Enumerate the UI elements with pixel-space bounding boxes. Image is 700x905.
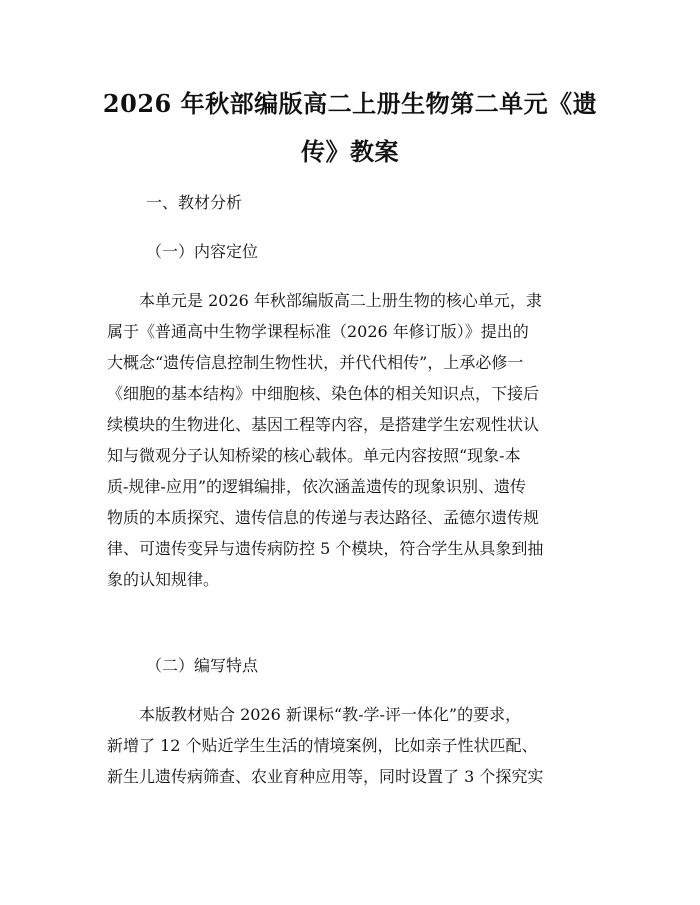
section-heading-textbook-analysis: 一、教材分析 [146,193,243,212]
title-line-2: 传》教案 [301,137,399,166]
paragraph-line: 律、可遗传变异与遗传病防控 5 个模块，符合学生从具象到抽 [107,539,544,558]
paragraph-line: 《细胞的基本结构》中细胞核、染色体的相关知识点，下接后 [107,384,540,403]
paragraph-line: 本单元是 2026 年秋部编版高二上册生物的核心单元，隶 [107,291,542,310]
paragraph-line: 象的认知规律。 [107,570,220,589]
paragraph-line: 新生儿遗传病筛查、农业育种应用等，同时设置了 3 个探究实 [107,767,544,786]
paragraph-line: 质-规律-应用”的逻辑编排，依次涵盖遗传的现象识别、遗传 [107,477,526,496]
paragraph-content-positioning [107,285,603,595]
paragraph-line: 续模块的生物进化、基因工程等内容，是搭建学生宏观性状认 [107,415,540,434]
paragraph-line: 物质的本质探究、遗传信息的传递与表达路径、孟德尔遗传规 [107,508,540,527]
paragraph-line: 新增了 12 个贴近学生生活的情境案例，比如亲子性状匹配、 [107,736,538,755]
subsection-heading-writing-features: （二）编写特点 [146,656,259,675]
paragraph-line: 属于《普通高中生物学课程标准（2026 年修订版）》提出的 [107,322,529,341]
document-title [90,80,610,176]
paragraph-line: 知与微观分子认知桥梁的核心载体。单元内容按照“现象-本 [107,446,521,465]
paragraph-line: 本版教材贴合 2026 新课标“教-学-评一体化”的要求， [107,705,522,724]
title-line-1: 2026 年秋部编版高二上册生物第二单元《遗 [102,89,598,118]
paragraph-line: 大概念“遗传信息控制生物性状，并代代相传”，上承必修一 [107,353,524,372]
subsection-heading-content-positioning: （一）内容定位 [146,242,259,261]
paragraph-writing-features [107,699,603,792]
